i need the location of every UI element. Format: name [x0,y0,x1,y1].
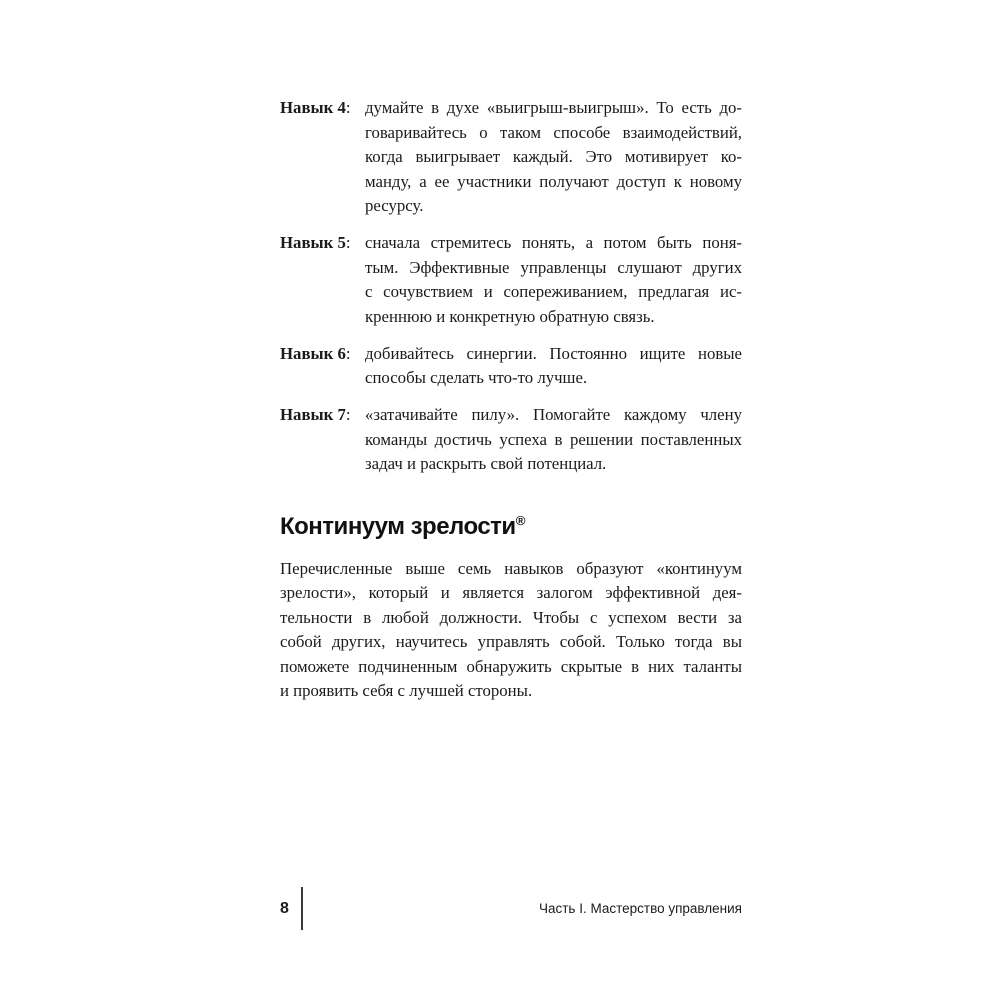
skill-item [280,231,742,329]
skill-name: Навык 7 [280,405,346,424]
text-line: ресурсу. [365,196,424,215]
skill-colon: : [345,405,351,424]
text-line: сначала стремитесь понять, а потом быть поня- [365,233,742,252]
skill-colon: : [345,98,351,117]
skill-name: Навык 4 [280,98,346,117]
body-paragraph [280,557,742,704]
text-line: поможете подчиненным обнаружить скрытые в них таланты [280,656,742,676]
page-footer [280,887,742,930]
registered-trademark-symbol: ® [515,512,526,528]
skill-text [365,96,742,219]
text-line: Перечисленные выше семь навыков образуют «континуум [280,558,742,578]
text-line: с сочувствием и сопереживанием, предлагая ис- [365,282,742,301]
skill-item [280,403,742,477]
skill-item [280,96,742,219]
text-line: тым. Эффективные управленцы слушают других [365,257,742,277]
running-title: Часть I. Мастерство управления [538,901,742,916]
text-line: креннюю и конкретную обратную связь. [365,306,655,326]
skill-colon: : [345,343,351,363]
skill-label [280,403,351,428]
skills-list [280,96,742,477]
text-line: и проявить себя с лучшей стороны. [280,681,533,700]
skill-name: Навык 6 [280,343,346,363]
text-line: манду, а ее участники получают доступ к новому [365,171,742,191]
skill-label [280,231,351,256]
skill-text [365,403,742,477]
text-line: говаривайтесь о таком способе взаимодействий, [365,122,742,142]
text-line: думайте в духе «выигрыш-выигрыш». То есть до- [365,98,742,117]
text-line: команды достичь успеха в решении поставленных [365,429,742,449]
skill-colon: : [345,233,351,252]
text-line: «затачивайте пилу». Помогайте каждому члену [365,405,742,424]
skill-name: Навык 5 [280,233,346,252]
skill-text [365,342,742,391]
page-content [280,96,742,704]
section-heading [280,506,742,542]
text-line: собой других, научитесь управлять собой. Только тогда вы [280,632,742,651]
skill-label [280,96,351,121]
text-line: зрелости», который и является залогом эффективной дея- [280,583,742,602]
text-line: задач и раскрыть свой потенциал. [365,454,607,473]
skill-text [365,231,742,329]
section-heading-text: Континуум зрелости [280,512,516,540]
text-line: когда выигрывает каждый. Это мотивирует ко- [365,147,742,166]
skill-item [280,342,742,391]
skill-label [280,342,351,367]
text-line: добивайтесь синергии. Постоянно ищите новые [365,343,742,363]
page-number: 8 [280,899,289,917]
text-line: способы сделать что-то лучше. [365,368,588,387]
text-line: тельности в любой должности. Чтобы с успехом вести за [280,607,742,627]
